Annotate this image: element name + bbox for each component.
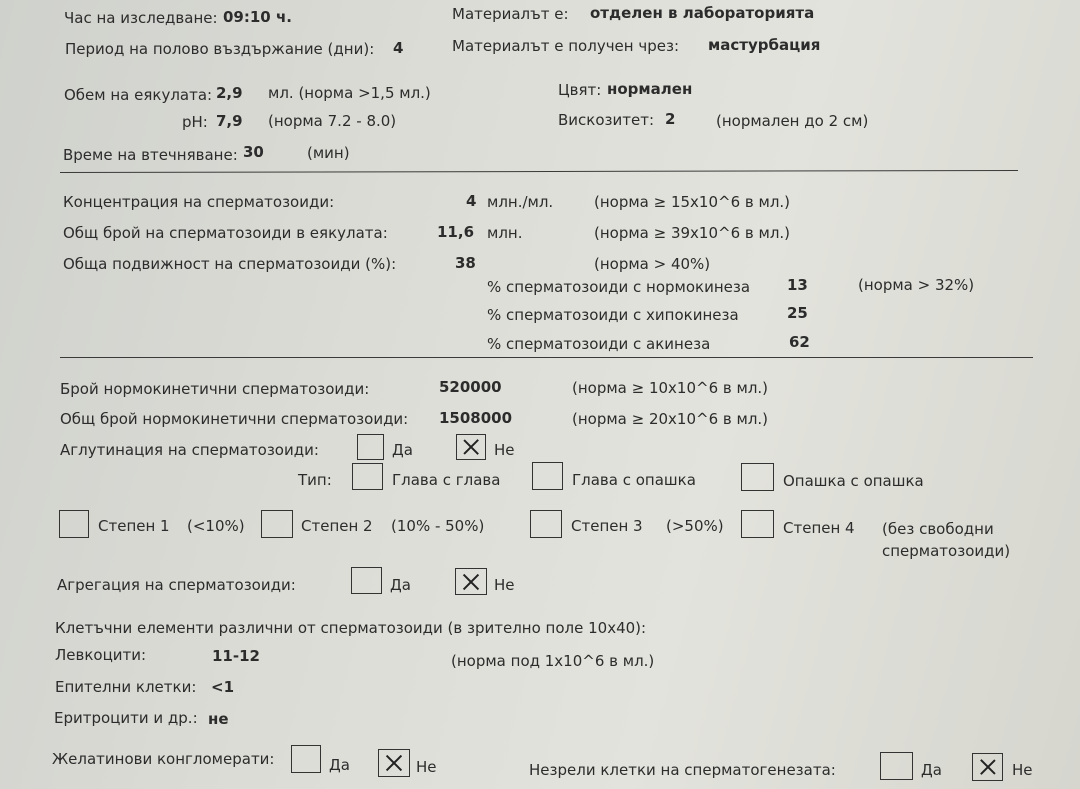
epithelial-label: Епителни клетки: <box>55 678 197 696</box>
concentration-value: 4 <box>466 192 477 210</box>
abstinence-label: Период на полово въздържание (дни): <box>65 40 375 58</box>
agglutination-no-checkbox[interactable] <box>456 434 486 460</box>
total-label: Общ брой на сперматозоиди в еякулата: <box>63 224 388 242</box>
color-value: нормален <box>607 80 693 98</box>
type-tail-tail-label: Опашка с опашка <box>783 472 924 490</box>
obtained-value: мастурбация <box>708 36 821 54</box>
liquefaction-value: 30 <box>243 143 264 161</box>
viscosity-value: 2 <box>665 110 676 128</box>
total-norm: (норма ≥ 39x10^6 в мл.) <box>594 224 791 242</box>
aggregation-label: Агрегация на сперматозоиди: <box>57 576 296 594</box>
color-label: Цвят: <box>558 81 602 99</box>
concentration-norm: (норма ≥ 15x10^6 в мл.) <box>594 193 791 211</box>
gelatin-no-label: Не <box>416 758 437 776</box>
aggregation-no-checkbox[interactable] <box>455 568 487 595</box>
total-value: 11,6 <box>437 223 475 241</box>
motility-label: Обща подвижност на сперматозоиди (%): <box>63 255 397 273</box>
abstinence-value: 4 <box>393 39 404 57</box>
liquefaction-unit: (мин) <box>307 144 350 162</box>
immature-label: Незрели клетки на сперматогенезата: <box>529 761 836 779</box>
motility-norm: (норма > 40%) <box>594 255 711 273</box>
concentration-unit: млн./мл. <box>487 193 554 211</box>
type-label: Тип: <box>298 471 332 489</box>
normokinetic-total-label: Общ брой нормокинетични сперматозоиди: <box>60 410 409 428</box>
liquefaction-label: Време на втечняване: <box>63 146 238 164</box>
ph-label: pH: <box>182 113 208 131</box>
ph-norm: (норма 7.2 - 8.0) <box>268 112 397 130</box>
degree2-range: (10% - 50%) <box>391 517 485 535</box>
divider-1 <box>60 170 1018 173</box>
erythrocytes-value: не <box>208 710 229 728</box>
ph-value: 7,9 <box>216 112 243 130</box>
normokinetic-total-norm: (норма ≥ 20x10^6 в мл.) <box>572 410 769 428</box>
degree3-range: (>50%) <box>666 517 724 535</box>
hypokinesis-label: % сперматозоиди с хипокинеза <box>487 306 739 324</box>
aggregation-no-label: Не <box>494 576 515 594</box>
volume-unit: мл. (норма >1,5 мл.) <box>268 84 431 102</box>
total-unit: млн. <box>487 224 523 242</box>
akinesis-label: % сперматозоиди с акинеза <box>487 335 711 353</box>
concentration-label: Концентрация на сперматозоиди: <box>63 193 335 211</box>
degree2-checkbox[interactable] <box>261 510 293 538</box>
gelatin-no-checkbox[interactable] <box>378 749 410 777</box>
normokinesis-norm: (норма > 32%) <box>858 276 975 294</box>
gelatin-yes-label: Да <box>329 756 350 774</box>
leukocytes-value: 11-12 <box>212 647 260 665</box>
material-label: Материалът е: <box>452 5 569 23</box>
viscosity-label: Вискозитет: <box>558 111 655 129</box>
normokinetic-count-norm: (норма ≥ 10x10^6 в мл.) <box>572 379 769 397</box>
type-head-head-label: Глава с глава <box>392 471 501 489</box>
degree4-range-a: (без свободни <box>882 520 994 538</box>
immature-yes-label: Да <box>921 761 942 779</box>
normokinetic-count-label: Брой нормокинетични сперматозоиди: <box>60 380 370 398</box>
degree4-checkbox[interactable] <box>741 510 774 538</box>
leukocytes-label: Левкоцити: <box>55 646 147 664</box>
epithelial-value: <1 <box>211 678 235 696</box>
agglutination-yes-checkbox[interactable] <box>357 434 384 460</box>
degree4-label: Степен 4 <box>783 519 855 537</box>
degree4-range-b: сперматозоиди) <box>882 542 1011 560</box>
time-value: 09:10 ч. <box>223 8 292 26</box>
degree1-label: Степен 1 <box>98 517 170 535</box>
volume-value: 2,9 <box>216 84 243 102</box>
degree1-checkbox[interactable] <box>59 510 89 538</box>
agglutination-yes-label: Да <box>392 441 413 459</box>
immature-yes-checkbox[interactable] <box>880 752 913 780</box>
normokinesis-value: 13 <box>787 276 808 294</box>
erythrocytes-label: Еритроцити и др.: <box>54 709 198 727</box>
leukocytes-norm: (норма под 1x10^6 в мл.) <box>451 652 655 670</box>
immature-no-label: Не <box>1012 761 1033 779</box>
akinesis-value: 62 <box>789 333 810 351</box>
motility-value: 38 <box>455 254 476 272</box>
material-value: отделен в лабораторията <box>590 4 815 22</box>
time-label: Час на изследване: <box>64 9 218 27</box>
hypokinesis-value: 25 <box>787 304 808 322</box>
aggregation-yes-checkbox[interactable] <box>351 567 382 594</box>
type-head-tail-checkbox[interactable] <box>532 462 563 490</box>
normokinesis-label: % сперматозоиди с нормокинеза <box>487 278 751 296</box>
normokinetic-total-value: 1508000 <box>439 409 513 427</box>
degree1-range: (<10%) <box>187 517 245 535</box>
viscosity-norm: (нормален до 2 см) <box>716 112 869 130</box>
type-tail-tail-checkbox[interactable] <box>741 463 774 491</box>
volume-label: Обем на еякулата: <box>64 86 213 104</box>
cells-heading: Клетъчни елементи различни от сперматозоиди (в зрително поле 10x40): <box>55 619 647 637</box>
agglutination-label: Аглутинация на сперматозоиди: <box>60 441 319 459</box>
degree3-label: Степен 3 <box>571 517 643 535</box>
immature-no-checkbox[interactable] <box>972 753 1003 781</box>
divider-2 <box>60 357 1033 358</box>
aggregation-yes-label: Да <box>390 576 411 594</box>
degree3-checkbox[interactable] <box>530 510 562 538</box>
agglutination-no-label: Не <box>494 441 515 459</box>
degree2-label: Степен 2 <box>301 517 373 535</box>
gelatin-yes-checkbox[interactable] <box>291 745 321 773</box>
type-head-head-checkbox[interactable] <box>352 463 383 490</box>
normokinetic-count-value: 520000 <box>439 378 502 396</box>
gelatin-label: Желатинови конгломерати: <box>52 750 275 768</box>
obtained-label: Материалът е получен чрез: <box>452 37 680 55</box>
type-head-tail-label: Глава с опашка <box>572 471 696 489</box>
